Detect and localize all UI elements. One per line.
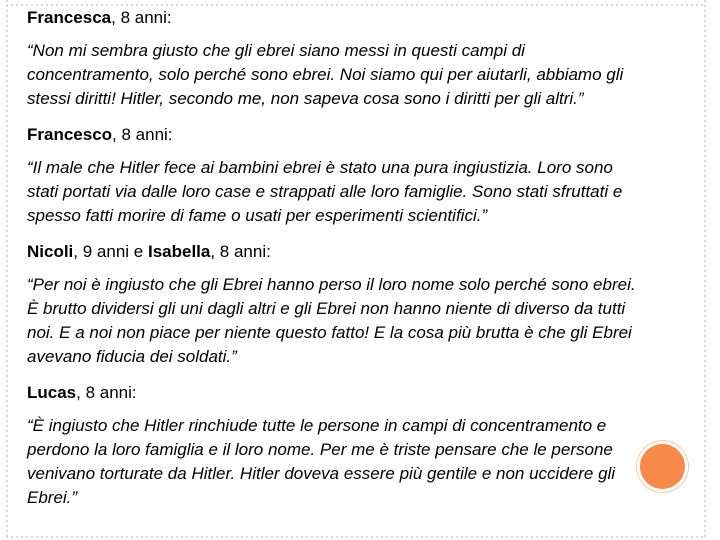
quote-line: avevano fiducia dei soldati.” — [27, 347, 237, 366]
speaker-name: Lucas — [27, 383, 77, 402]
quote-line: “È ingiusto che Hitler rinchiude tutte le persone in campi di concentramento e — [27, 416, 607, 435]
quote-line: stati portati via dalle loro case e strappati alle loro famiglie. Sono stati sfruttati e — [27, 182, 623, 201]
quote-block — [27, 39, 687, 111]
quote-line: “Non mi sembra giusto che gli ebrei siano messi in questi campi di — [27, 41, 525, 60]
quote-line: concentramento, solo perché sono ebrei. Noi siamo qui per aiutarli, abbiamo gli — [27, 65, 624, 84]
left-dotted-border — [6, 0, 8, 540]
speaker-name: Isabella — [147, 242, 211, 261]
orange-circle-decoration — [640, 444, 685, 489]
quote-line: Ebrei.” — [27, 488, 78, 507]
slide-content — [27, 6, 687, 510]
bottom-dotted-border — [6, 536, 706, 538]
quote-block — [27, 156, 687, 228]
speaker-name: Nicoli — [27, 242, 74, 261]
quote-block — [27, 273, 687, 369]
speaker-age: , 8 anni: — [112, 125, 173, 144]
speaker-age: , 8 anni: — [76, 383, 137, 402]
speaker-joiner: , 9 anni e — [73, 242, 148, 261]
speaker-age: , 8 anni: — [111, 8, 172, 27]
speaker-name: Francesca — [27, 8, 112, 27]
speaker-line — [27, 6, 687, 30]
quote-block — [27, 414, 687, 510]
right-dotted-border — [704, 0, 706, 540]
speaker-line — [27, 240, 687, 264]
quote-line: venivano torturate da Hitler. Hitler doveva essere più gentile e non uccidere gli — [27, 464, 616, 483]
speaker-line — [27, 123, 687, 147]
speaker-name: Francesco — [27, 125, 113, 144]
quote-line: noi. E a noi non piace per niente questo fatto! E la cosa più brutta è che gli Ebrei — [27, 323, 632, 342]
quote-line: “Il male che Hitler fece ai bambini ebrei è stato una pura ingiustizia. Loro sono — [27, 158, 613, 177]
quote-line: stessi diritti! Hitler, secondo me, non sapeva cosa sono i diritti per gli altri.” — [27, 89, 584, 108]
speaker-line — [27, 381, 687, 405]
quote-line: perdono la loro famiglia e il loro nome. Per me è triste pensare che le persone — [27, 440, 613, 459]
speaker-age: , 8 anni: — [210, 242, 271, 261]
quote-line: È brutto dividersi gli uni dagli altri e gli Ebrei non hanno niente di diverso da tutti — [27, 299, 626, 318]
quote-line: spesso fatti morire di fame o usati per esperimenti scientifici.” — [27, 206, 488, 225]
quote-line: “Per noi è ingiusto che gli Ebrei hanno perso il loro nome solo perché sono ebrei. — [27, 275, 636, 294]
